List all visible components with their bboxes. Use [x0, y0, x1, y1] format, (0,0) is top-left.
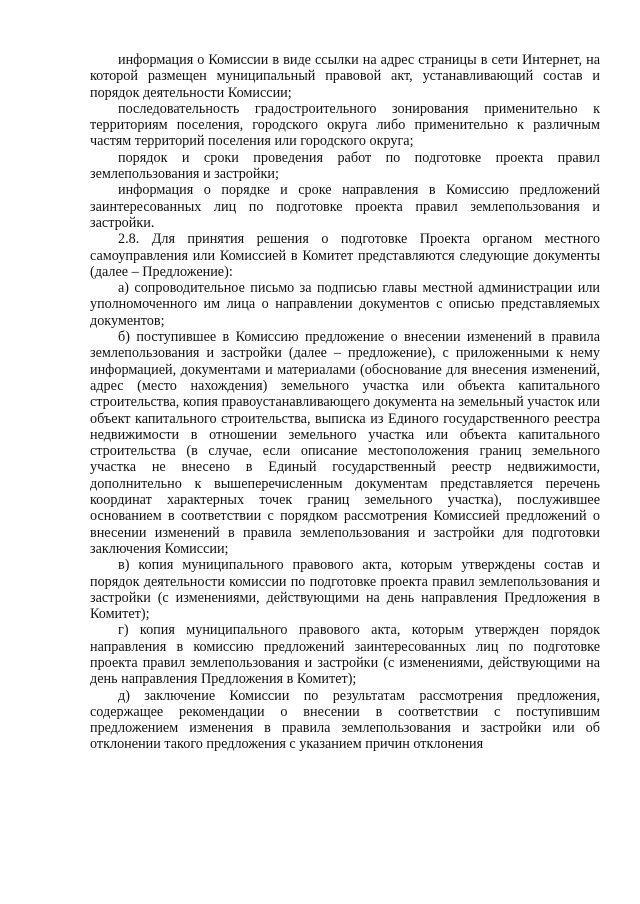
- paragraph-item-b: б) поступившее в Комиссию предложение о внесении изменений в правила землепользования и застройки (далее – предложение), с приложенными к нему информацией, документами и материалами (обоснование для внесения изменений, адрес (место нахождения) земельного участка или объекта капитального строительства, копия правоустанавливающего документа на земельный участок или объект капитального строительства, выписка из Единого государственного реестра недвижимости в отношении земельного участка или объекта капитального строительства (в случае, если описание местоположения границ земельного участка не внесено в Единый государственный реестр недвижимости, дополнительно к вышеперечисленным документам представляется перечень координат характерных точек границ земельного участка), послужившее основанием в соответствии с порядком рассмотрения Комиссией предложений о внесении изменений в правила землепользования и застройки для подготовки заключения Комиссии;: [90, 329, 600, 557]
- paragraph-item-v: в) копия муниципального правового акта, которым утверждены состав и порядок деятельности комиссии по подготовке проекта правил землепользования и застройки (с изменениями, действующими на день направления Предложения в Комитет);: [90, 557, 600, 623]
- paragraph-proposal-procedure: информация о порядке и сроке направления в Комиссию предложений заинтересованных лиц по подготовке проекта правил землепользования и застройки.: [90, 182, 600, 231]
- paragraph-item-g: г) копия муниципального правового акта, которым утвержден порядок направления в комиссию предложений заинтересованных лиц по подготовке проекта правил землепользования и застройки (с изменениями, действующими на день направления Предложения в Комитет);: [90, 622, 600, 688]
- paragraph-commission-info: информация о Комиссии в виде ссылки на адрес страницы в сети Интернет, на которой размещен муниципальный правовой акт, устанавливающий состав и порядок деятельности Комиссии;: [90, 52, 600, 101]
- paragraph-item-a: а) сопроводительное письмо за подписью главы местной администрации или уполномоченного им лица о направлении документов с описью представляемых документов;: [90, 280, 600, 329]
- document-page: [90, 52, 600, 753]
- paragraph-section-2-8: 2.8. Для принятия решения о подготовке Проекта органом местного самоуправления или Комиссией в Комитет представляются следующие документы (далее – Предложение):: [90, 231, 600, 280]
- paragraph-work-schedule: порядок и сроки проведения работ по подготовке проекта правил землепользования и застройки;: [90, 149, 600, 183]
- paragraph-item-d: д) заключение Комиссии по результатам рассмотрения предложения, содержащее рекомендации о внесении в соответствии с поступившим предложением изменения в правила землепользования и застройки или об отклонении такого предложения с указанием причин отклонения: [90, 687, 600, 753]
- paragraph-zoning-sequence: последовательность градостроительного зонирования применительно к территориям поселения, городского округа либо применительно к различным частям территорий поселения или городского округа;: [90, 100, 600, 150]
